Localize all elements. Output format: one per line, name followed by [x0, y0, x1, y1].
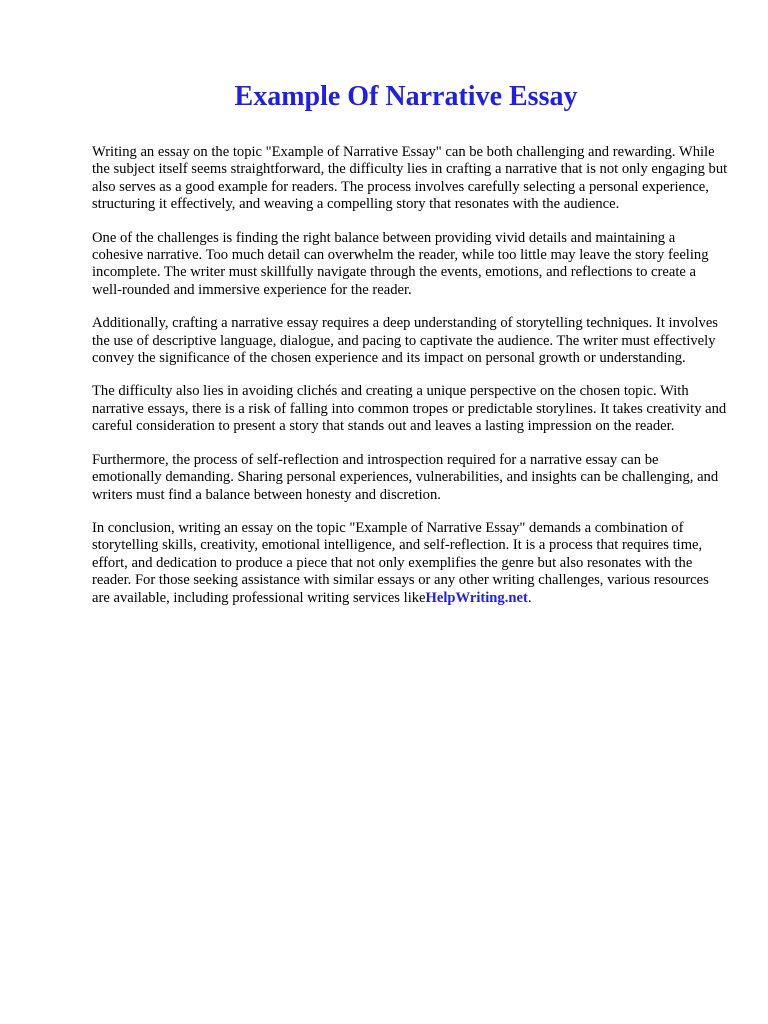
paragraph-3: Additionally, crafting a narrative essay requires a deep understanding of storytelling techniques. It involves the use of descriptive language, dialogue, and pacing to captivate the audience. The writer must effectively convey the significance of the chosen experience and its impact on personal growth or understanding. [92, 315, 718, 367]
page-title: Example Of Narrative Essay [234, 81, 578, 112]
conclusion-period: . [527, 589, 532, 606]
paragraph-conclusion [92, 520, 728, 607]
paragraph-5: Furthermore, the process of self-reflection and introspection required for a narrative essay can be emotionally demanding. Sharing personal experiences, vulnerabilities, and insights can be challenging, and writers must find a balance between honesty and discretion. [92, 451, 719, 503]
essay-body [92, 144, 728, 623]
conclusion-text: In conclusion, writing an essay on the topic "Example of Narrative Essay" demands a combination of storytelling skills, creativity, emotional intelligence, and self-reflection. It is a process that requires time, effort, and dedication to produce a piece that not only exemplifies the genre but also resonates with the reader. For those seeking assistance with similar essays or any other writing challenges, various resources are available, including professional writing services like [92, 519, 709, 606]
paragraph-1: Writing an essay on the topic "Example of Narrative Essay" can be both challenging and rewarding. While the subject itself seems straightforward, the difficulty lies in crafting a narrative that is not only engaging but also serves as a good example for readers. The process involves carefully selecting a personal experience, structuring it effectively, and weaving a compelling story that resonates with the audience. [92, 144, 728, 213]
helpwriting-link[interactable]: HelpWriting.net [425, 589, 528, 606]
paragraph-2: One of the challenges is finding the right balance between providing vivid details and maintaining a cohesive narrative. Too much detail can overwhelm the reader, while too little may leave the story feeling incomplete. The writer must skillfully navigate through the events, emotions, and reflections to create a well-rounded and immersive experience for the reader. [92, 229, 709, 298]
paragraph-4: The difficulty also lies in avoiding clichés and creating a unique perspective on the chosen topic. With narrative essays, there is a risk of falling into common tropes or predictable storylines. It takes creativity and careful consideration to present a story that stands out and leaves a lasting impression on the reader. [92, 383, 727, 435]
